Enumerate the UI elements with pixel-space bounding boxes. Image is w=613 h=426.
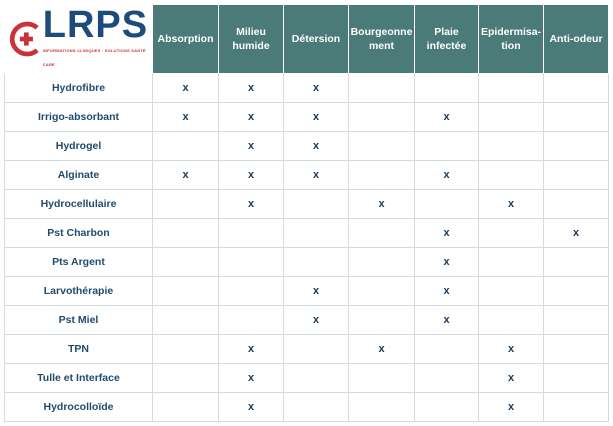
row-label: TPN [5, 335, 153, 364]
empty-cell [479, 161, 544, 190]
logo-subtitle: INFORMATIONS CLINIQUES · SOLUTIONS SANTÉ CARE [42, 48, 146, 67]
indication-mark: x [415, 277, 479, 306]
logo-cell [5, 5, 153, 74]
empty-cell [349, 248, 415, 277]
indication-mark: x [415, 161, 479, 190]
row-label: Pts Argent [5, 248, 153, 277]
col-header: Absorption [153, 5, 219, 74]
empty-cell [544, 161, 609, 190]
indication-mark: x [284, 103, 349, 132]
indication-mark: x [479, 335, 544, 364]
medical-cross-icon [9, 19, 43, 59]
row-label: Irrigo-absorbant [5, 103, 153, 132]
indication-mark: x [415, 248, 479, 277]
row-label: Hydrocolloïde [5, 393, 153, 422]
empty-cell [479, 132, 544, 161]
empty-cell [349, 132, 415, 161]
empty-cell [415, 393, 479, 422]
empty-cell [349, 277, 415, 306]
indication-mark: x [219, 364, 284, 393]
empty-cell [544, 103, 609, 132]
empty-cell [415, 132, 479, 161]
col-header: Milieu humide [219, 5, 284, 74]
empty-cell [349, 103, 415, 132]
table-row [5, 132, 609, 161]
logo-text-block [43, 6, 152, 72]
empty-cell [544, 190, 609, 219]
row-label: Alginate [5, 161, 153, 190]
table-row [5, 364, 609, 393]
logo-wordmark: LRPS [42, 4, 149, 46]
table-header [5, 5, 609, 74]
empty-cell [153, 219, 219, 248]
table-row [5, 306, 609, 335]
empty-cell [284, 393, 349, 422]
empty-cell [284, 248, 349, 277]
empty-cell [479, 248, 544, 277]
empty-cell [153, 364, 219, 393]
row-label: Pst Charbon [5, 219, 153, 248]
empty-cell [219, 277, 284, 306]
indication-mark: x [153, 103, 219, 132]
indication-mark: x [219, 103, 284, 132]
empty-cell [349, 393, 415, 422]
indication-mark: x [219, 74, 284, 103]
empty-cell [479, 74, 544, 103]
indication-mark: x [219, 132, 284, 161]
empty-cell [415, 74, 479, 103]
row-label: Hydrocellulaire [5, 190, 153, 219]
empty-cell [153, 335, 219, 364]
empty-cell [284, 364, 349, 393]
empty-cell [284, 219, 349, 248]
empty-cell [415, 190, 479, 219]
indication-mark: x [415, 103, 479, 132]
col-header: Anti-odeur [544, 5, 609, 74]
table-row [5, 74, 609, 103]
empty-cell [219, 219, 284, 248]
table-row [5, 393, 609, 422]
empty-cell [544, 393, 609, 422]
indication-mark: x [153, 161, 219, 190]
indication-mark: x [349, 335, 415, 364]
indication-mark: x [219, 161, 284, 190]
row-label: Larvothérapie [5, 277, 153, 306]
empty-cell [544, 364, 609, 393]
lrps-logo [5, 6, 152, 72]
indication-mark: x [219, 190, 284, 219]
row-label: Hydrogel [5, 132, 153, 161]
empty-cell [479, 277, 544, 306]
empty-cell [349, 74, 415, 103]
empty-cell [349, 219, 415, 248]
row-label: Pst Miel [5, 306, 153, 335]
indication-mark: x [544, 219, 609, 248]
indication-mark: x [479, 393, 544, 422]
col-header: Plaie infectée [415, 5, 479, 74]
indication-mark: x [153, 74, 219, 103]
row-label: Tulle et Interface [5, 364, 153, 393]
indication-mark: x [219, 335, 284, 364]
dressing-indication-table [4, 4, 609, 422]
table-row [5, 161, 609, 190]
empty-cell [544, 74, 609, 103]
empty-cell [153, 306, 219, 335]
empty-cell [153, 248, 219, 277]
empty-cell [219, 306, 284, 335]
empty-cell [544, 335, 609, 364]
indication-mark: x [284, 74, 349, 103]
empty-cell [544, 277, 609, 306]
empty-cell [415, 364, 479, 393]
indication-mark: x [284, 277, 349, 306]
empty-cell [544, 248, 609, 277]
table-row [5, 190, 609, 219]
indication-mark: x [284, 306, 349, 335]
empty-cell [153, 190, 219, 219]
empty-cell [479, 306, 544, 335]
empty-cell [284, 190, 349, 219]
wound-care-table-wrapper [4, 4, 609, 422]
indication-mark: x [415, 219, 479, 248]
indication-mark: x [219, 393, 284, 422]
empty-cell [219, 248, 284, 277]
col-header: Détersion [284, 5, 349, 74]
table-row [5, 103, 609, 132]
empty-cell [284, 335, 349, 364]
empty-cell [153, 277, 219, 306]
empty-cell [153, 393, 219, 422]
table-row [5, 335, 609, 364]
table-body [5, 74, 609, 422]
empty-cell [544, 306, 609, 335]
indication-mark: x [479, 190, 544, 219]
empty-cell [349, 161, 415, 190]
col-header: Epidermisa- tion [479, 5, 544, 74]
row-label: Hydrofibre [5, 74, 153, 103]
empty-cell [479, 219, 544, 248]
table-row [5, 248, 609, 277]
empty-cell [153, 132, 219, 161]
empty-cell [415, 335, 479, 364]
table-row [5, 277, 609, 306]
empty-cell [544, 132, 609, 161]
indication-mark: x [479, 364, 544, 393]
empty-cell [349, 306, 415, 335]
indication-mark: x [415, 306, 479, 335]
indication-mark: x [349, 190, 415, 219]
col-header: Bourgeonne ment [349, 5, 415, 74]
indication-mark: x [284, 132, 349, 161]
empty-cell [349, 364, 415, 393]
table-row [5, 219, 609, 248]
indication-mark: x [284, 161, 349, 190]
empty-cell [479, 103, 544, 132]
